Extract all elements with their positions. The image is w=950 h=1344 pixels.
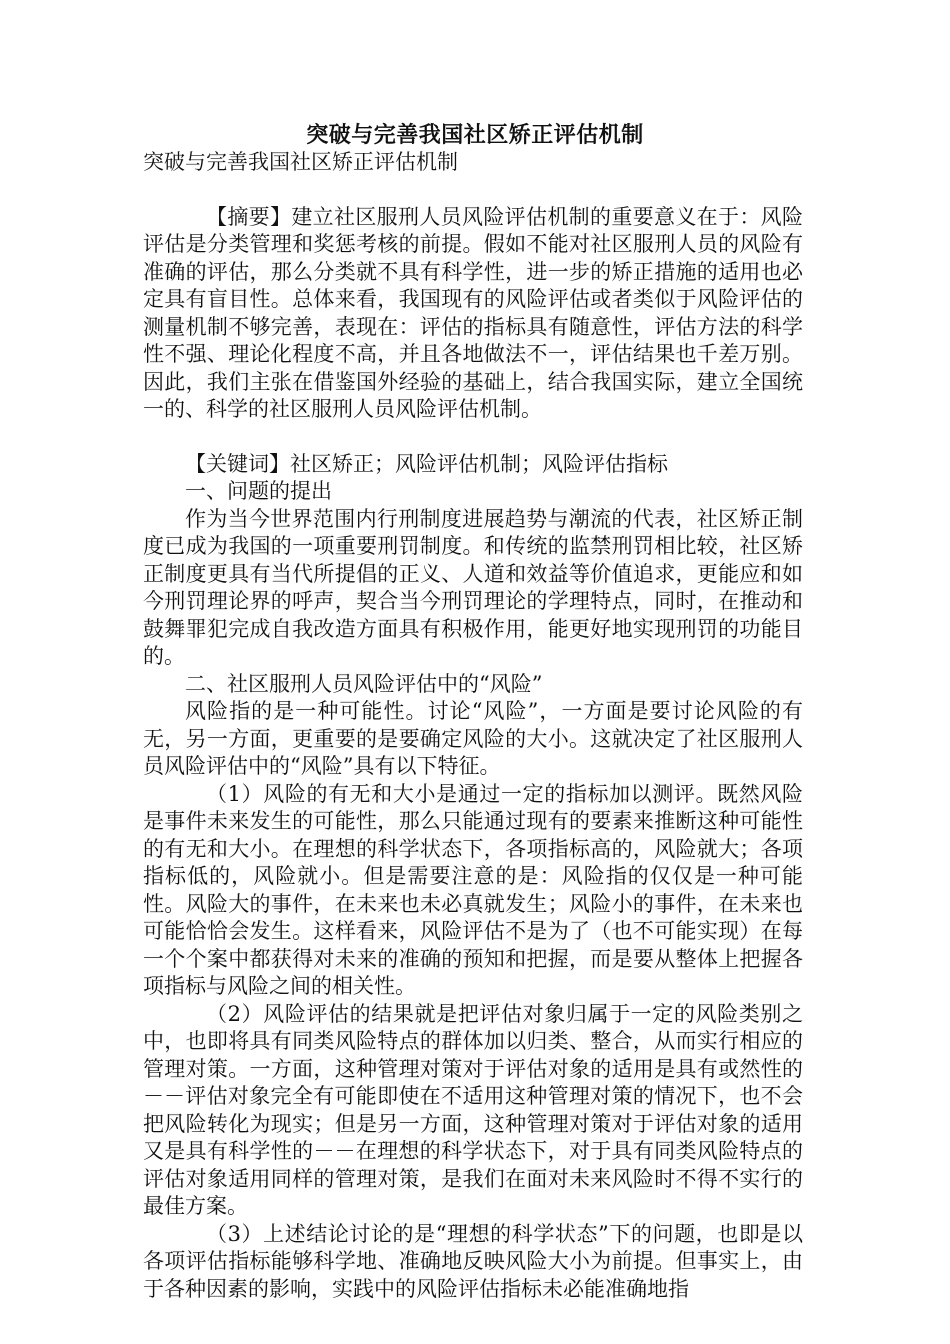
numbered-paragraph: （1）风险的有无和大小是通过一定的指标加以测评。既然风险是事件未来发生的可能性，那么只能通过现有的要素来推断这种可能性的有无和大小。在理想的科学状态下，各项指标高的，风险就大；各项指标低的，风险就小。但是需要注意的是：风险指的仅仅是一种可能性。风险大的事件，在未来也未必真就发生；风险小的事件，在未来也可能恰恰会发生。这样看来，风险评估不是为了（也不可能实现）在每一个个案中都获得对未来的准确的预知和把握，而是要从整体上把握各项指标与风险之间的相关性。 [143,781,803,998]
section-heading: 一、问题的提出 [185,479,332,503]
abstract-paragraph: 【摘要】建立社区服刑人员风险评估机制的重要意义在于：风险评估是分类管理和奖惩考核的前提。假如不能对社区服刑人员的风险有准确的评估，那么分类就不具有科学性，进一步的矫正措施的适用也必定具有盲目性。总体来看，我国现有的风险评估或者类似于风险评估的测量机制不够完善，表现在：评估的指标具有随意性，评估方法的科学性不强、理论化程度不高，并且各地做法不一，评估结果也千差万别。因此，我们主张在借鉴国外经验的基础上，结合我国实际，建立全国统一的、科学的社区服刑人员风险评估机制。 [143,204,803,421]
blank-line [143,424,803,451]
blank-line [143,177,803,204]
body-paragraph: 作为当今世界范围内行刑制度进展趋势与潮流的代表，社区矫正制度已成为我国的一项重要刑罚制度。和传统的监禁刑罚相比较，社区矫正制度更具有当代所提倡的正义、人道和效益等价值追求，更能应和如今刑罚理论界的呼声，契合当今刑罚理论的学理特点，同时，在推动和鼓舞罪犯完成自我改造方面具有积极作用，能更好地实现刑罚的功能目的。 [143,506,803,668]
numbered-paragraph: （3）上述结论讨论的是“理想的科学状态”下的问题，也即是以各项评估指标能够科学地、准确地反映风险大小为前提。但事实上，由于各种因素的影响，实践中的风险评估指标未必能准确地指 [143,1221,803,1301]
document-body [143,149,803,1303]
document-subtitle: 突破与完善我国社区矫正评估机制 [143,150,458,174]
section-heading: 二、社区服刑人员风险评估中的“风险” [185,671,543,696]
keywords-paragraph: 【关键词】社区矫正；风险评估机制；风险评估指标 [185,451,668,476]
numbered-paragraph: （2）风险评估的结果就是把评估对象归属于一定的风险类别之中，也即将具有同类风险特点的群体加以归类、整合，从而实行相应的管理对策。一方面，这种管理对策对于评估对象的适用是具有或然性的－－评估对象完全有可能即使在不适用这种管理对策的情况下，也不会把风险转化为现实；但是另一方面，这种管理对策对于评估对象的适用又是具有科学性的－－在理想的科学状态下，对于具有同类风险特点的评估对象适用同样的管理对策，是我们在面对未来风险时不得不实行的最佳方案。 [143,1001,803,1218]
body-paragraph: 风险指的是一种可能性。讨论“风险”，一方面是要讨论风险的有无，另一方面，更重要的是要确定风险的大小。这就决定了社区服刑人员风险评估中的“风险”具有以下特征。 [143,699,803,778]
document-title: 突破与完善我国社区矫正评估机制 [306,122,644,148]
